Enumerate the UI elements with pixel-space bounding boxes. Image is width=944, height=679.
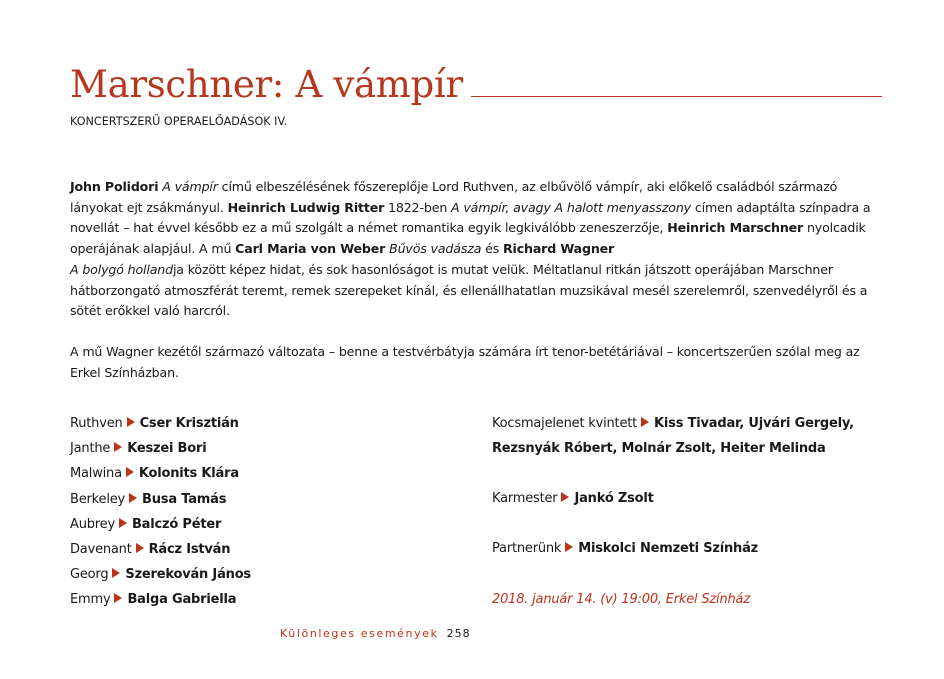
cast-name: Rácz István (148, 541, 231, 557)
work-vampir: A vámpír (162, 179, 218, 194)
cast-item (70, 587, 470, 612)
intro-text-3: címen adaptálta színpadra a novellát – hat évvel később ez a mű szolgált a német romantika egyik legkiválóbb zeneszerzője, (70, 199, 871, 236)
cast-item (70, 461, 470, 486)
footer-section: Különleges események (280, 627, 439, 640)
partner-name: Miskolci Nemzeti Színház (578, 541, 759, 556)
cast-item (70, 537, 470, 562)
work-weber: Bűvös vadásza (389, 241, 482, 257)
version-paragraph: A mű Wagner kezétől származó változata – benne a testvérbátyja számára írt tenor-betétáriával – koncertszerűen szólal meg az Erkel Színházban. (70, 344, 860, 380)
cast-name: Balczó Péter (131, 516, 222, 532)
cast-item (70, 436, 470, 461)
page-title: Marschner: A vámpír (70, 63, 463, 106)
event-date: 2018. január 14. (v) 19:00, Erkel Színház (492, 592, 750, 607)
work-wagner: A bolygó holland (70, 261, 173, 277)
intro-text-6: és (481, 241, 503, 257)
arrow-right-icon (136, 543, 144, 553)
cast-item (70, 411, 470, 436)
partner-role: Partnerünk (492, 541, 562, 556)
cast-name: Keszei Bori (127, 441, 207, 457)
author-polidori: John Polidori (70, 179, 159, 194)
composer-weber: Carl Maria von Weber (235, 241, 386, 257)
title-row (70, 63, 882, 106)
cast-item (70, 512, 470, 537)
cast-role: Emmy (70, 592, 111, 608)
arrow-right-icon (126, 467, 134, 477)
cast-role: Berkeley (70, 491, 126, 507)
quintet-names-line-2: Rezsnyák Róbert, Molnár Zsolt, Heiter Melinda (492, 441, 826, 457)
page-number: 258 (446, 627, 471, 640)
quintet-credit (492, 411, 892, 461)
composer-wagner: Richard Wagner (502, 241, 615, 257)
title-rule (471, 96, 882, 97)
partner-credit (492, 536, 892, 561)
cast-name: Cser Krisztián (139, 416, 239, 431)
arrow-right-icon (114, 593, 122, 603)
arrow-right-icon (114, 442, 122, 452)
cast-name: Kolonits Klára (138, 466, 239, 482)
cast-name: Balga Gabriella (127, 592, 237, 608)
quintet-role: Kocsmajelenet kvintett (492, 416, 638, 431)
composer-marschner: Heinrich Marschner (667, 220, 804, 236)
intro-text-8: ja között képez hidat, és sok hasonlóságot is mutat velük. Méltatlanul ritkán játszott operájában Marschner hátborzongató atmoszférát teremt, remek szerepeket kínál, és ellenállhatatlan muzsikával mesél szerelemről, szenvedélyről és a sötét erőkkel való harcról. (70, 261, 868, 319)
cast-role: Aubrey (70, 516, 115, 532)
arrow-right-icon (127, 417, 135, 427)
cast-role: Janthe (70, 441, 111, 457)
arrow-right-icon (119, 518, 127, 528)
cast-item (70, 487, 470, 512)
arrow-right-icon (565, 542, 573, 552)
work-ritter: A vámpír, avagy A halott menyasszony (451, 199, 691, 215)
intro-paragraph (70, 177, 882, 322)
intro-text-2: 1822-ben (384, 199, 452, 215)
author-ritter: Heinrich Ludwig Ritter (227, 199, 385, 215)
arrow-right-icon (561, 492, 569, 502)
cast-role: Malwina (70, 466, 122, 482)
conductor-role: Karmester (492, 491, 558, 506)
cast-role: Ruthven (70, 416, 123, 431)
page-subtitle: KONCERTSZERŰ OPERAELŐADÁSOK IV. (70, 115, 288, 128)
cast-list (70, 411, 470, 613)
conductor-credit (492, 486, 892, 511)
cast-role: Davenant (70, 541, 132, 557)
page-footer (280, 627, 471, 640)
arrow-right-icon (641, 417, 649, 427)
cast-name: Szerekován János (125, 567, 251, 583)
arrow-right-icon (129, 493, 137, 503)
cast-name: Busa Tamás (142, 491, 227, 507)
intro-text-1: című elbeszélésének főszereplője Lord Ruthven, az elbűvölő vámpír, aki előkelő családból származó lányokat ejt zsákmányul. (70, 179, 838, 215)
intro-text-4: nyolcadik operájának alapjául. A mű (70, 220, 866, 257)
arrow-right-icon (112, 568, 120, 578)
cast-item (70, 562, 470, 587)
conductor-name: Jankó Zsolt (574, 491, 654, 506)
quintet-names-line-1: Kiss Tivadar, Ujvári Gergely, (654, 416, 854, 431)
cast-role: Georg (70, 567, 109, 583)
